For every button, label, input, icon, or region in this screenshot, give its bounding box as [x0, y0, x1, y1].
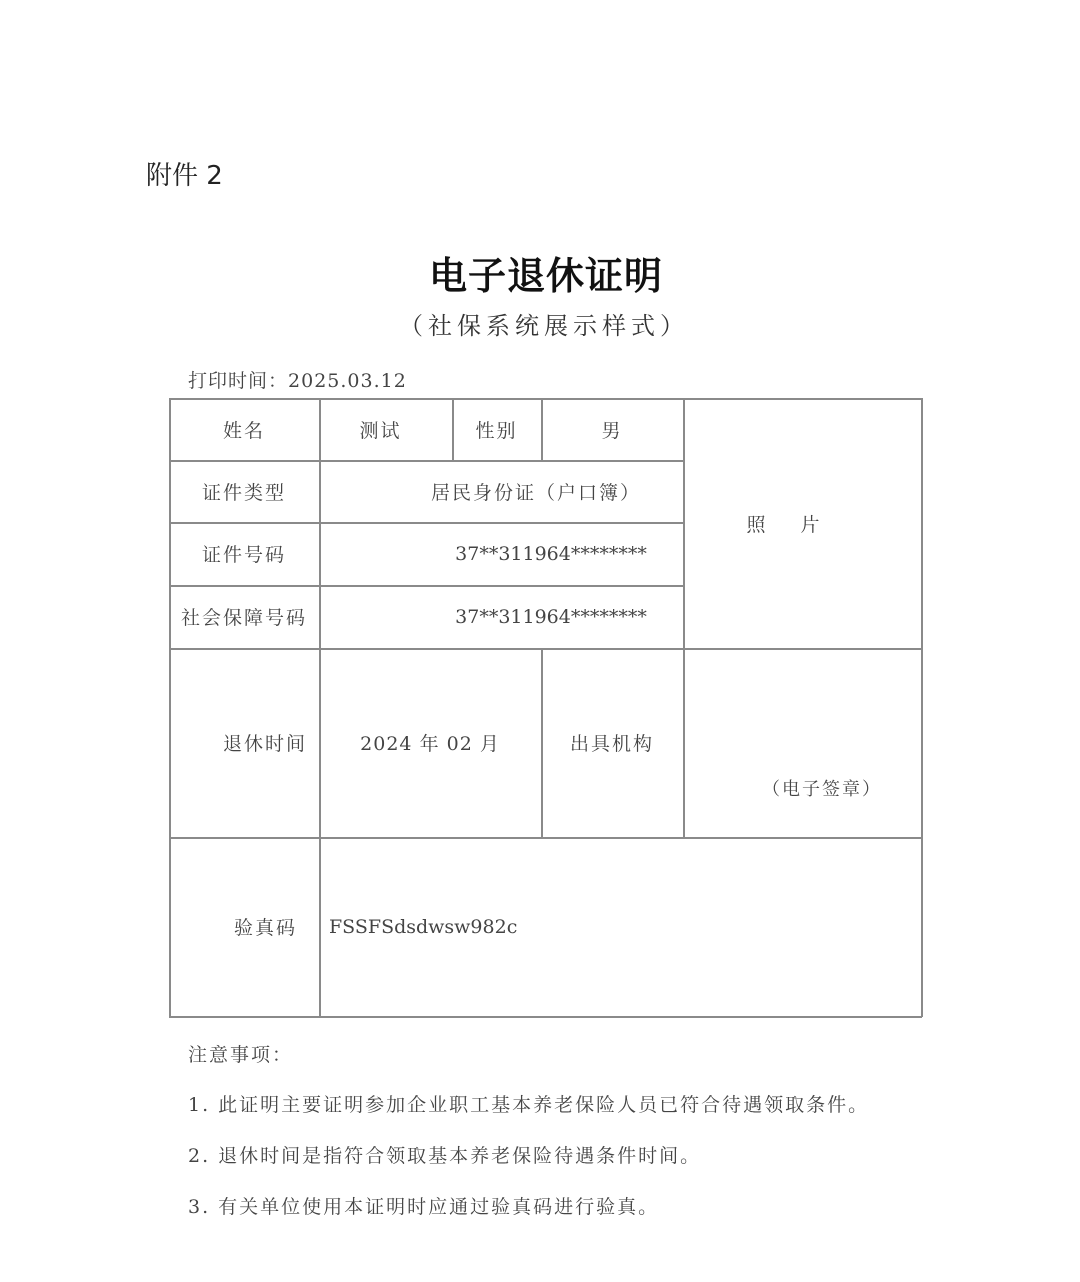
id-number-value: 37**311964********: [455, 542, 647, 565]
id-type-value: 居民身份证（户口簿）: [430, 481, 641, 504]
table-border-right: [921, 398, 923, 1017]
gender-label: 性别: [475, 419, 518, 442]
retire-time-value: 2024 年 02 月: [360, 733, 500, 755]
id-number-label: 证件号码: [201, 544, 286, 566]
electronic-seal: （电子签章）: [762, 779, 882, 800]
notes-heading: 注意事项：: [188, 1044, 294, 1066]
ssn-label: 社会保障号码: [180, 607, 307, 629]
id-type-label: 证件类型: [201, 481, 286, 504]
name-label: 姓名: [222, 419, 265, 442]
verify-code-value: FSSFSdsdwsw982c: [329, 915, 518, 938]
retire-time-label: 退休时间: [222, 733, 307, 755]
issuer-label: 出具机构: [569, 733, 654, 755]
print-time-value: 2025.03.12: [288, 370, 407, 392]
print-time-label: 打印时间：: [188, 370, 289, 392]
table-border-bottom: [169, 1016, 922, 1018]
note-item: 1. 此证明主要证明参加企业职工基本养老保险人员已符合待遇领取条件。: [188, 1094, 870, 1116]
attachment-label: 附件 2: [146, 161, 223, 191]
document-subtitle: （社保系统展示样式）: [399, 312, 689, 340]
verify-code-label: 验真码: [233, 917, 297, 939]
photo-placeholder: 照 片: [746, 513, 828, 536]
certificate-table: [169, 398, 922, 1017]
note-item: 2. 退休时间是指符合领取基本养老保险待遇条件时间。: [188, 1145, 702, 1167]
print-time: [188, 366, 407, 393]
name-value: 测试: [359, 419, 402, 442]
gender-value: 男: [601, 419, 623, 442]
document-title: 电子退休证明: [428, 253, 663, 298]
ssn-value: 37**311964********: [455, 605, 647, 628]
note-item: 3. 有关单位使用本证明时应通过验真码进行验真。: [188, 1196, 660, 1218]
